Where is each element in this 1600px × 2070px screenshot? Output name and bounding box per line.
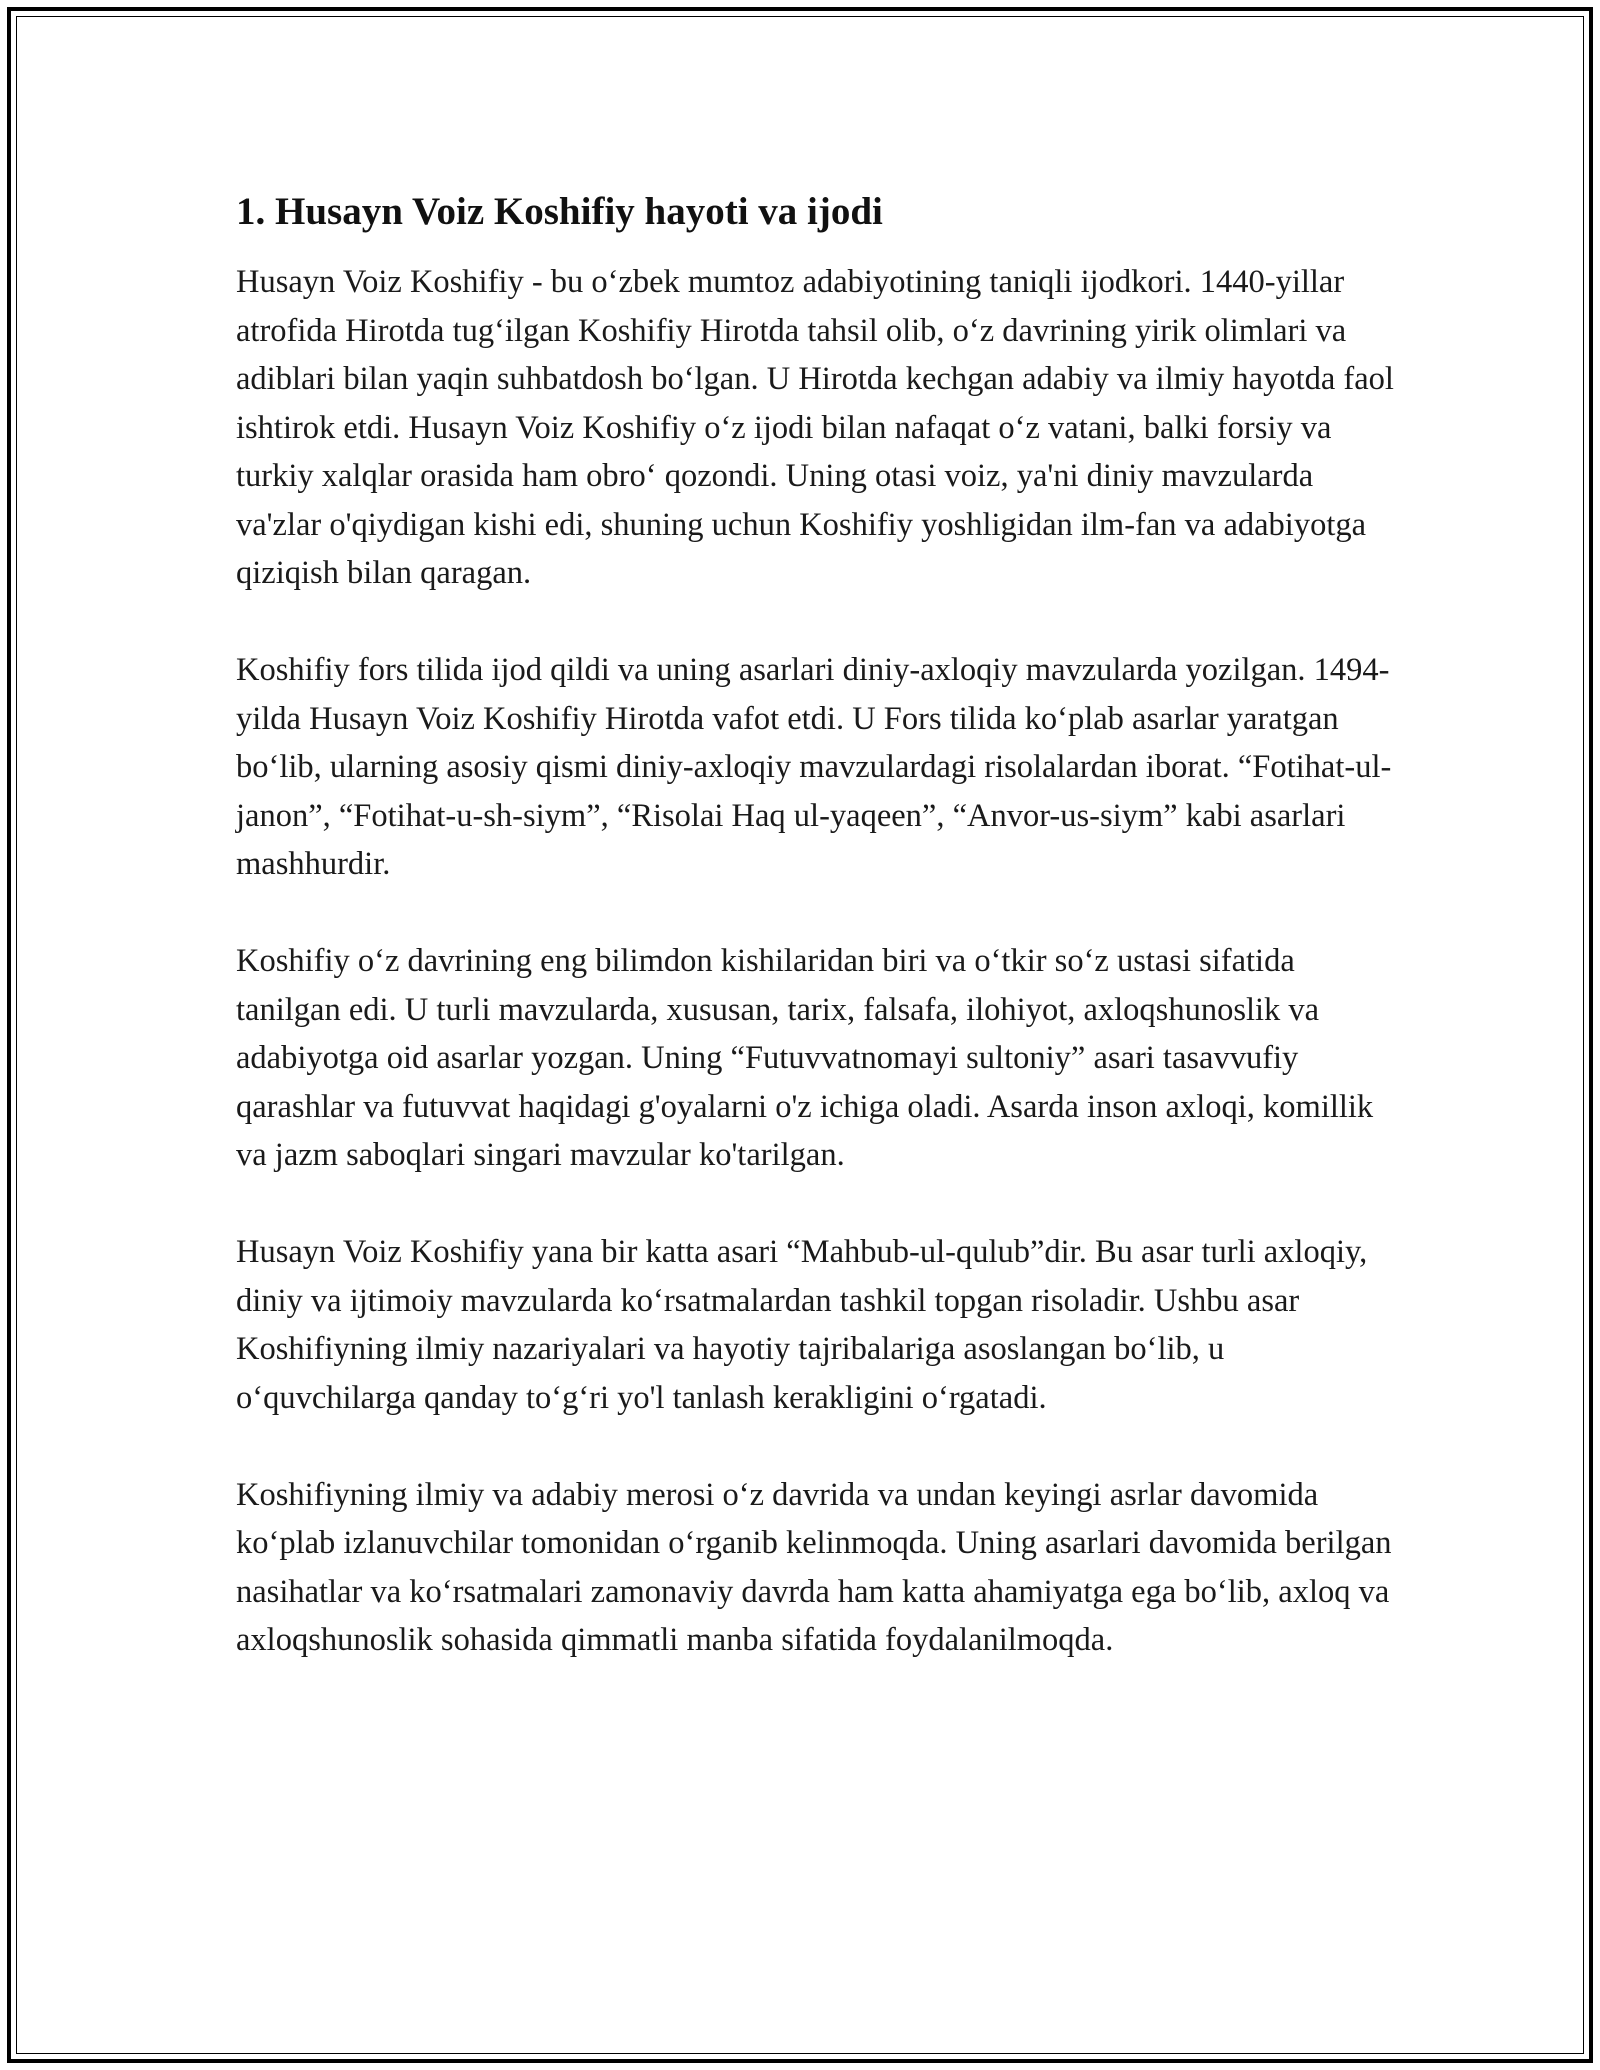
paragraph-works: Koshifiy fors tilida ijod qildi va uning asarlari diniy-axloqiy mavzularda yozilgan. 1494-yilda Husayn Voiz Koshifiy Hirotda vafot etdi. U Fors tilida ko‘plab asarlar yaratgan bo‘lib, ularning asosiy qismi diniy-axloqiy mavzulardagi risolalardan iborat. “Fotihat-ul-janon”, “Fotihat-u-sh-siym”, “Risolai Haq ul-yaqeen”, “Anvor-us-siym” kabi asarlari mashhurdir. <box>236 652 1392 882</box>
paragraph-mahbub-ul-qulub: Husayn Voiz Koshifiy yana bir katta asari “Mahbub-ul-qulub”dir. Bu asar turli axloqiy, diniy va ijtimoiy mavzularda ko‘rsatmalardan tashkil topgan risoladir. Ushbu asar Koshifiyning ilmiy nazariyalari va hayotiy tajribalariga asoslangan bo‘lib, u o‘quvchilarga qanday to‘g‘ri yo'l tanlash kerakligini o‘rgatadi. <box>236 1234 1368 1416</box>
document-body <box>236 188 1396 1665</box>
paragraph-legacy: Koshifiyning ilmiy va adabiy merosi o‘z davrida va undan keyingi asrlar davomida ko‘plab izlanuvchilar tomonidan o‘rganib kelinmoqda. Uning asarlari davomida berilgan nasihatlar va ko‘rsatmalari zamonaviy davrda ham katta ahamiyatga ega bo‘lib, axloq va axloqshunoslik sohasida qimmatli manba sifatida foydalanilmoqda. <box>236 1476 1392 1658</box>
document-title: 1. Husayn Voiz Koshifiy hayoti va ijodi <box>236 190 883 233</box>
paragraph-futuvvatnoma: Koshifiy o‘z davrining eng bilimdon kishilaridan biri va o‘tkir so‘z ustasi sifatida tanilgan edi. U turli mavzularda, xususan, tarix, falsafa, ilohiyot, axloqshunoslik va adabiyotga oid asarlar yozgan. Uning “Futuvvatnomayi sultoniy” asari tasavvufiy qarashlar va futuvvat haqidagi g'oyalarni o'z ichiga oladi. Asarda inson axloqi, komillik va jazm saboqlari singari mavzular ko'tarilgan. <box>236 943 1374 1173</box>
paragraph-biography: Husayn Voiz Koshifiy - bu o‘zbek mumtoz adabiyotining taniqli ijodkori. 1440-yillar atrofida Hirotda tug‘ilgan Koshifiy Hirotda tahsil olib, o‘z davrining yirik olimlari va adiblari bilan yaqin suhbatdosh bo‘lgan. U Hirotda kechgan adabiy va ilmiy hayotda faol ishtirok etdi. Husayn Voiz Koshifiy o‘z ijodi bilan nafaqat o‘z vatani, balki forsiy va turkiy xalqlar orasida ham obro‘ qozondi. Uning otasi voiz, ya'ni diniy mavzularda va'zlar o'qiydigan kishi edi, shuning uchun Koshifiy yoshligidan ilm-fan va adabiyotga qiziqish bilan qaragan. <box>236 264 1394 591</box>
